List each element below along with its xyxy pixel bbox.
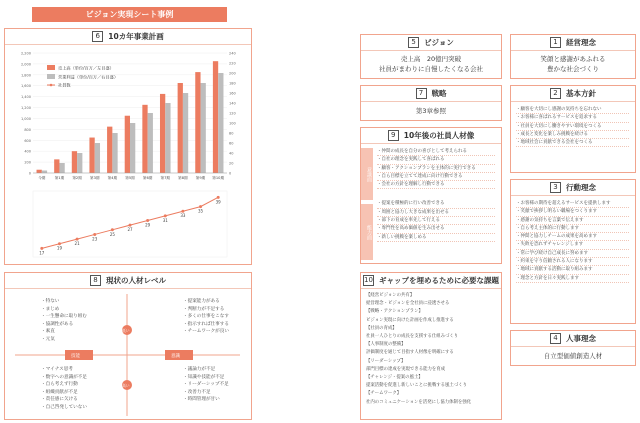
bar-profit <box>95 143 100 173</box>
list-item: ・ 笑顔で挨拶し明るい職場をつくります <box>516 208 629 216</box>
section-header <box>361 35 501 51</box>
section-hr-philosophy <box>510 330 636 366</box>
section-title: 経営理念 <box>566 38 596 47</box>
y-left-tick: 1,000 <box>20 116 31 121</box>
list-item: ・ 会社の方針を理解し行動できる <box>377 181 495 189</box>
list-item: ・ 新しい挑戦を楽しめる <box>377 234 495 242</box>
section-header <box>511 331 635 347</box>
y-left-tick: 1,200 <box>20 106 31 111</box>
bar-sales <box>37 170 42 173</box>
section-title: 現状の人材レベル <box>106 276 166 285</box>
list-item: ・ 成長と変化を楽しみ挑戦を続ける <box>516 131 629 139</box>
section-number: 9 <box>388 130 399 141</box>
bar-sales <box>160 94 165 173</box>
page-title-banner: ビジョン実現シート事例 <box>32 7 227 22</box>
list-item: ・ 自ら考え主体的に行動します <box>516 225 629 233</box>
section-number: 3 <box>550 182 561 193</box>
section-header <box>5 29 251 45</box>
bar-sales <box>142 105 147 173</box>
label-low: 低い <box>122 328 130 333</box>
list-q1: ・ 特ない ・ まじめ ・ 一生懸命に取り組む ・ 協調性がある ・ 素直 ・ 元気 <box>35 295 93 347</box>
bar-sales <box>125 116 130 173</box>
tab-ability: 能力面 <box>361 204 373 260</box>
y-left-tick: 1,800 <box>20 73 31 78</box>
section-10-year-plan <box>4 28 252 265</box>
bar-sales <box>195 72 200 173</box>
x-tick-label: 第5期 <box>125 176 135 180</box>
bar-profit <box>218 73 223 173</box>
list-q3: ・ マイナス思考 ・ 数字への意識が不足 ・ 自ら考えず行動 ・ 組織貢献が不足 ・ 責任感に欠ける ・ 自己啓発していない <box>35 363 93 415</box>
list-item: ・ 地域に貢献する活動に取り組みます <box>516 266 629 274</box>
section-title: 人事理念 <box>566 334 596 343</box>
bar-profit <box>183 93 188 173</box>
list-item: ・ 自社の理念を実践して喜ばれる <box>377 156 495 164</box>
bar-profit <box>77 153 82 173</box>
list-item: ・ 理念と方針を日々実践します <box>516 275 629 283</box>
label-skill: 技能 <box>71 354 80 359</box>
legend-marker-employees <box>50 84 53 87</box>
bar-sales <box>72 151 77 173</box>
y-right-tick: 220 <box>229 61 236 66</box>
list-item: ・ 仲間と協力しチームの成果を高めます <box>516 233 629 241</box>
y-right-tick: 60 <box>229 141 234 146</box>
bar-profit <box>201 83 206 173</box>
employee-data-label: 35 <box>197 208 204 214</box>
talent-list <box>377 148 495 242</box>
section-number: 2 <box>550 88 561 99</box>
section-header <box>361 128 501 144</box>
section-header <box>5 273 251 289</box>
section-future-talent <box>360 127 502 264</box>
y-left-tick: 2,200 <box>20 51 31 56</box>
business-plan-chart <box>5 45 249 263</box>
philosophy-line2: 豊かな社会づくり <box>547 65 599 73</box>
legend-label-profit: 営業利益（単位/百万／右目盛） <box>58 74 119 80</box>
section-current-talent <box>4 272 252 420</box>
x-tick-label: 第9期 <box>195 176 206 180</box>
legend-swatch-sales <box>47 65 55 70</box>
y-right-tick: 240 <box>229 51 236 56</box>
section-issues <box>360 272 502 420</box>
list-item: ・ 失敗を恐れずチャレンジします <box>516 241 629 249</box>
section-number: 1 <box>550 37 561 48</box>
list-item: ・ 周囲と協力し大きな成果を出せる <box>377 209 495 217</box>
list-item: ・ 常に学び続け自己成長に努めます <box>516 250 629 258</box>
list-item: ・ お客様の期待を超えるサービスを提供します <box>516 200 629 208</box>
bar-sales <box>54 159 59 173</box>
x-tick-label: 第1期 <box>54 176 65 180</box>
list-item: ・ 顧客を大切にし感謝の気持ちを忘れない <box>516 106 629 114</box>
list-item: ・ 顧客・アクションプランを主体的に実行できる <box>377 165 495 173</box>
employee-data-label: 25 <box>109 231 115 237</box>
vision-line1: 売上高 20億円突破 <box>400 55 462 63</box>
bar-profit <box>112 133 117 173</box>
employee-data-label: 19 <box>56 245 63 251</box>
y-left-tick: 400 <box>24 149 31 154</box>
section-number: 10 <box>364 276 373 284</box>
section-strategy <box>360 85 502 121</box>
list-item: ・ 仲間の成長を自分の喜びとして考えられる <box>377 148 495 156</box>
section-header <box>361 273 501 289</box>
employee-data-label: 17 <box>39 250 45 256</box>
x-tick-label: 今期 <box>38 176 46 180</box>
section-number: 8 <box>90 275 101 286</box>
x-tick-label: 第7期 <box>160 176 171 180</box>
section-title: 10年後の社員人材像 <box>403 131 475 140</box>
y-right-tick: 20 <box>229 161 234 166</box>
philosophy-line1: 笑顔と感謝があふれる <box>540 55 606 63</box>
y-right-tick: 200 <box>229 71 236 76</box>
employee-data-label: 27 <box>127 227 133 233</box>
bar-profit <box>59 163 64 173</box>
y-right-tick: 180 <box>229 81 236 86</box>
section-number: 7 <box>416 88 427 99</box>
y-right-tick: 40 <box>229 151 234 156</box>
y-right-tick: 140 <box>229 101 236 106</box>
x-tick-label: 第8期 <box>178 176 188 180</box>
section-header <box>511 180 635 196</box>
section-title: ギャップを埋めるために必要な課題 <box>379 276 499 285</box>
y-left-tick: 600 <box>24 138 31 143</box>
section-vision <box>360 34 502 79</box>
list-item: ・ 社員を大切にし働きやすい環境をつくる <box>516 123 629 131</box>
section-header <box>511 35 635 51</box>
employee-data-label: 39 <box>215 199 221 205</box>
employee-data-label: 21 <box>74 241 80 247</box>
bar-profit <box>148 113 153 173</box>
legend-label-employees: 社員数 <box>58 82 71 88</box>
y-left-tick: 200 <box>24 160 31 165</box>
legend-label-sales: 売上高（単位/百万／左目盛） <box>58 65 114 71</box>
bar-profit <box>165 103 170 173</box>
action-list <box>516 200 629 283</box>
section-header <box>361 86 501 102</box>
bar-sales <box>213 61 218 173</box>
legend-swatch-profit <box>47 74 55 79</box>
x-tick-label: 第2期 <box>72 176 82 180</box>
section-policy <box>510 85 636 173</box>
bar-profit <box>130 123 135 173</box>
y-right-tick: 100 <box>229 121 236 126</box>
y-left-tick: 800 <box>24 127 31 132</box>
section-title: 行動理念 <box>566 183 596 192</box>
label-attitude: 意識 <box>171 354 180 359</box>
list-item: ・ 提案を積極的に行い改善できる <box>377 200 495 208</box>
vision-line2: 社員がまわりに自慢したくなる会社 <box>379 65 483 73</box>
policy-list <box>516 106 629 147</box>
bar-sales <box>89 138 94 173</box>
section-number: 5 <box>408 37 419 48</box>
list-item: ・ お客様に喜ばれるサービスを追求する <box>516 114 629 122</box>
section-number: 6 <box>92 31 103 42</box>
employee-data-label: 23 <box>92 236 98 242</box>
employee-data-label: 29 <box>145 222 151 228</box>
x-tick-label: 第3期 <box>89 176 100 180</box>
x-tick-label: 第6期 <box>142 176 153 180</box>
hr-philosophy-text: 自立型価値創造人材 <box>543 352 603 360</box>
section-action <box>510 179 636 324</box>
y-right-tick: 120 <box>229 111 236 116</box>
section-header <box>511 86 635 102</box>
tab-attitude: 意識面 <box>361 148 373 200</box>
bar-profit <box>42 171 47 174</box>
list-item: ・ 約束を守り信頼される人になります <box>516 258 629 266</box>
strategy-text: 第3章参照 <box>415 107 447 115</box>
bar-sales <box>107 127 112 173</box>
list-item: ・ 専門性を高め価値を生み出せる <box>377 225 495 233</box>
issues-list: 【経営ビジョンの共有】 経営理念・ビジョンを全社員に浸透させる 【戦略・アクションプラン】 ビジョン実現に向けた計画を作成し推進する 【社員の育成】 社員一人ひとりの成長を支援する仕組みづくり 【人事制度の整備】 評価制度を通じて目指す人材像を明確にする 【リーダーシップ】 部門目標の達成を実現できる能力を育成 【チャレンジ・提案の風土】 提案活動を促進し新しいことに挑戦する風土づくり 【チームワーク】 社内のコミュニケーションを活発にし協力体制を強化 <box>366 293 472 405</box>
list-q2: ・ 提案能力がある ・ 判断力が不足する ・ 多くの仕事をこなす ・ 指示すれば仕事する ・ チームワークが良い <box>177 295 235 339</box>
section-title: 10カ年事業計画 <box>108 32 164 41</box>
list-item: ・ 感謝の気持ちを言葉で伝えます <box>516 217 629 225</box>
list-item: ・ 自ら目標を立てて達成に向け行動できる <box>377 173 495 181</box>
x-tick-label: 第10期 <box>212 176 225 180</box>
y-left-tick: 2,000 <box>20 62 31 67</box>
x-tick-label: 第4期 <box>107 176 118 180</box>
list-item: ・ 地域社会に貢献できる会社をつくる <box>516 139 629 147</box>
bar-sales <box>178 83 183 173</box>
y-right-tick: 160 <box>229 91 236 96</box>
y-right-tick: 0 <box>229 171 232 176</box>
employee-line <box>42 197 218 248</box>
section-title: 戦略 <box>431 89 447 98</box>
y-left-tick: 0 <box>28 171 31 176</box>
y-left-tick: 1,600 <box>20 84 31 89</box>
employee-data-label: 33 <box>180 213 186 219</box>
section-number: 4 <box>550 333 561 344</box>
section-title: ビジョン <box>424 38 454 47</box>
list-q4: ・ 議論力が不足 ・ 知識や技能が不足 ・ リーダーシップ不足 ・ 改善力不足 ・ 時間管理が甘い <box>177 363 235 407</box>
label-high: 高い <box>122 383 130 388</box>
list-item: ・ 部下の育成を率先して行える <box>377 217 495 225</box>
section-title: 基本方針 <box>566 89 596 98</box>
y-left-tick: 1,400 <box>20 95 31 100</box>
section-philosophy <box>510 34 636 79</box>
employee-data-label: 31 <box>162 217 168 223</box>
y-right-tick: 80 <box>229 131 234 136</box>
